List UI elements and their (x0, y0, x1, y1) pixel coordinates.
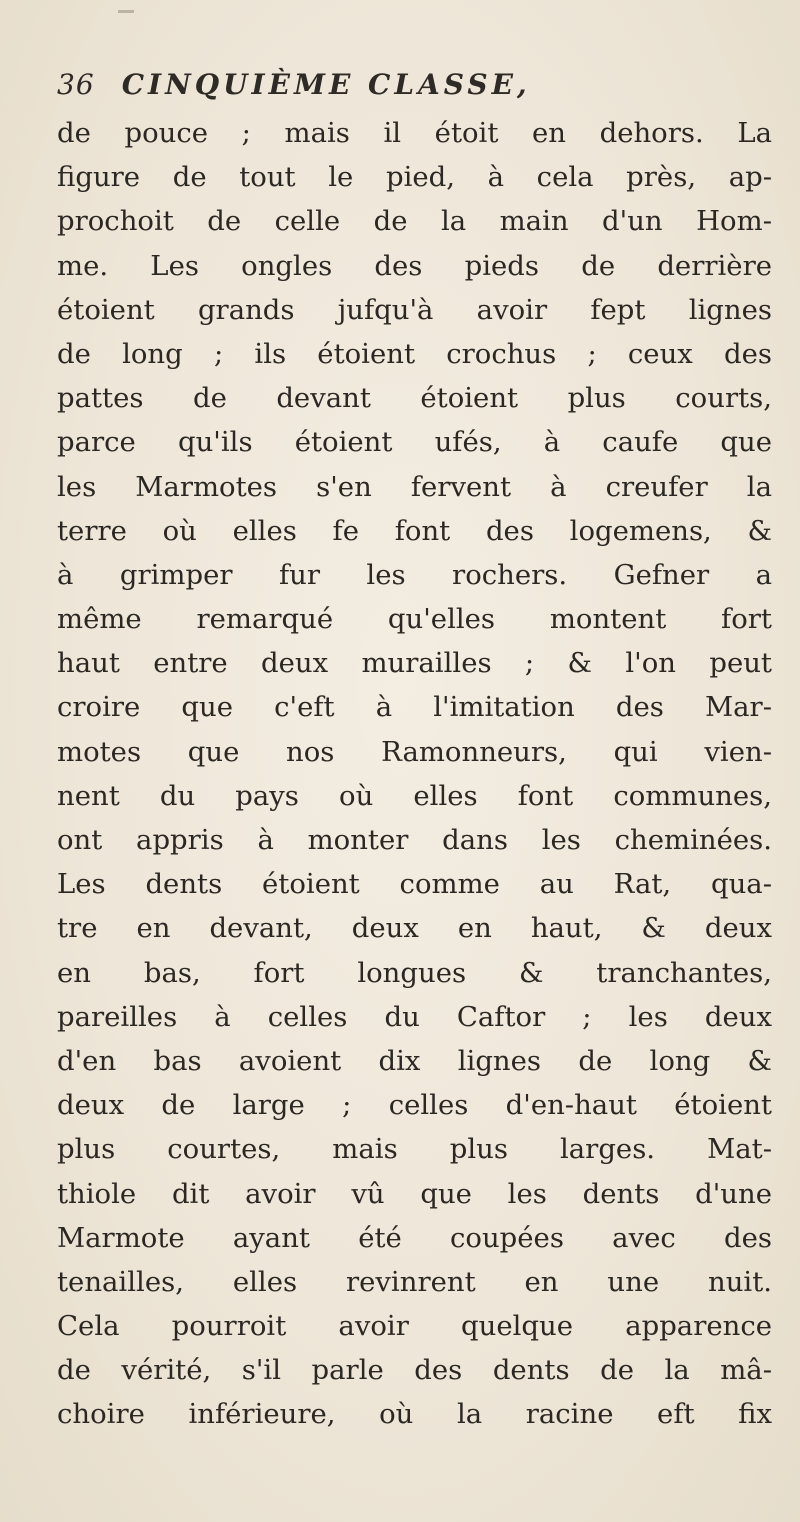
text-line: motes que nos Ramonneurs, qui vien- (57, 735, 772, 768)
body-text (57, 111, 772, 1437)
text-line: pareilles à celles du Caftor ; les deux (57, 1000, 772, 1033)
text-line: d'en bas avoient dix lignes de long & (57, 1044, 772, 1077)
text-line: me. Les ongles des pieds de derrière (57, 249, 772, 282)
text-line: pattes de devant étoient plus courts, (57, 382, 772, 415)
text-line: de long ; ils étoient crochus ; ceux des (57, 337, 772, 370)
text-line: choire inférieure, où la racine eft fix (57, 1398, 772, 1431)
text-line: haut entre deux murailles ; & l'on peut (57, 647, 772, 680)
text-line: même remarqué qu'elles montent fort (57, 603, 772, 636)
text-line: terre où elles fe font des logemens, & (57, 514, 772, 547)
text-line: étoient grands jufqu'à avoir fept lignes (57, 293, 772, 326)
text-line: croire que c'eft à l'imitation des Mar- (57, 691, 772, 724)
running-title: CINQUIÈME CLASSE, (121, 68, 531, 101)
page-number: 36 (57, 68, 95, 101)
text-line: Marmote ayant été coupées avec des (57, 1221, 772, 1254)
text-line: de vérité, s'il parle des dents de la mâ- (57, 1354, 772, 1387)
text-line: en bas, fort longues & tranchantes, (57, 956, 772, 989)
text-line: à grimper fur les rochers. Gefner a (57, 558, 772, 591)
text-line: plus courtes, mais plus larges. Mat- (57, 1133, 772, 1166)
text-line: figure de tout le pied, à cela près, ap- (57, 161, 772, 194)
text-line: Cela pourroit avoir quelque apparence (57, 1310, 772, 1343)
text-line: de pouce ; mais il étoit en dehors. La (57, 117, 772, 149)
text-line: les Marmotes s'en fervent à creufer la (57, 470, 772, 503)
page-header (57, 68, 757, 108)
text-line: Les dents étoient comme au Rat, qua- (57, 868, 772, 901)
text-line: prochoit de celle de la main d'un Hom- (57, 205, 772, 238)
text-line: thiole dit avoir vû que les dents d'une (57, 1177, 772, 1210)
text-line: tre en devant, deux en haut, & deux (57, 912, 772, 945)
text-line: tenailles, elles revinrent en une nuit. (57, 1265, 772, 1298)
margin-mark (118, 10, 134, 13)
text-line: ont appris à monter dans les cheminées. (57, 824, 772, 856)
text-line: nent du pays où elles font communes, (57, 779, 772, 812)
text-line: parce qu'ils étoient ufés, à caufe que (57, 426, 772, 459)
text-line: deux de large ; celles d'en-haut étoient (57, 1089, 772, 1122)
